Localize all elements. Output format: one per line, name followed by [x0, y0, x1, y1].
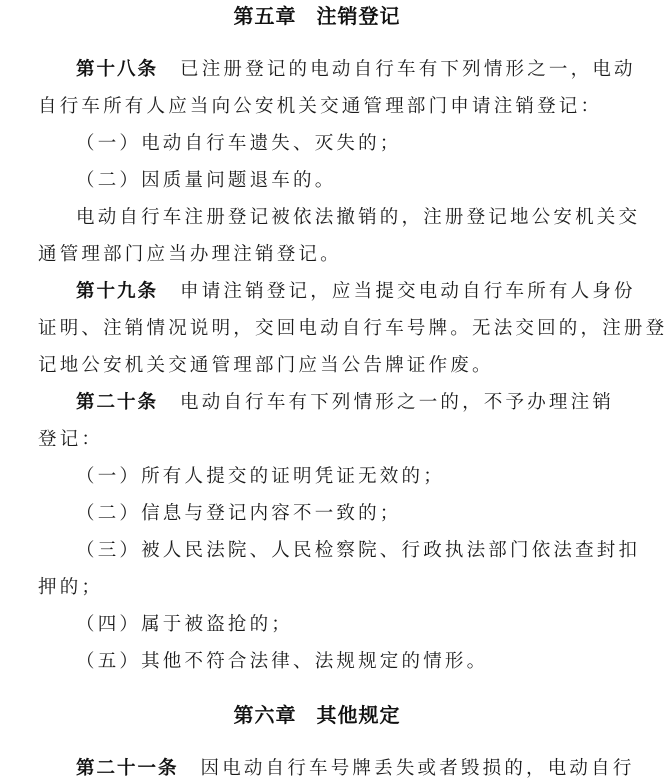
chapter-5-heading — [0, 4, 634, 28]
article-21-text-1: 因电动自行车号牌丢失或者毁损的，电动自行 — [200, 758, 635, 779]
article-18-text-1: 已注册登记的电动自行车有下列情形之一，电动 — [180, 59, 636, 80]
article-19-line-1 — [76, 280, 636, 304]
article-20-item-5: （五）其他不符合法律、法规规定的情形。 — [76, 651, 489, 672]
article-18-item-1: （一）电动自行车遗失、灭失的； — [76, 133, 402, 154]
article-20-item-3-line-2: 押的； — [38, 577, 104, 598]
article-20-line-2: 登记： — [38, 429, 104, 450]
article-20-item-4: （四）属于被盗抢的； — [76, 614, 294, 635]
chapter-5-number: 第五章 — [233, 4, 297, 28]
article-20-item-1: （一）所有人提交的证明凭证无效的； — [76, 466, 445, 487]
article-20-line-1 — [76, 391, 615, 415]
chapter-6-heading — [0, 703, 634, 727]
article-18-para-2-line-2: 通管理部门应当办理注销登记。 — [38, 244, 342, 265]
chapter-6-title: 其他规定 — [316, 703, 401, 727]
article-21-label: 第二十一条 — [76, 758, 179, 779]
article-20-text-1: 电动自行车有下列情形之一的，不予办理注销 — [180, 392, 615, 413]
article-18-line-2: 自行车所有人应当向公安机关交通管理部门申请注销登记： — [38, 96, 603, 117]
chapter-5-title: 注销登记 — [316, 4, 401, 28]
article-18-label: 第十八条 — [76, 59, 159, 80]
article-21-line-1 — [76, 757, 635, 781]
article-20-item-2: （二）信息与登记内容不一致的； — [76, 503, 402, 524]
article-19-text-1: 申请注销登记，应当提交电动自行车所有人身份 — [180, 281, 636, 302]
article-19-label: 第十九条 — [76, 281, 159, 302]
article-18-para-2-line-1: 电动自行车注册登记被依法撤销的，注册登记地公安机关交 — [76, 207, 641, 228]
article-20-item-3-line-1: （三）被人民法院、人民检察院、行政执法部门依法查封扣 — [76, 540, 641, 561]
article-19-line-2: 证明、注销情况说明，交回电动自行车号牌。无法交回的，注册登 — [38, 318, 667, 339]
chapter-6-number: 第六章 — [233, 703, 297, 727]
article-20-label: 第二十条 — [76, 392, 159, 413]
article-18-item-2: （二）因质量问题退车的。 — [76, 170, 337, 191]
article-18-line-1 — [76, 58, 636, 82]
article-19-line-3: 记地公安机关交通管理部门应当公告牌证作废。 — [38, 355, 494, 376]
